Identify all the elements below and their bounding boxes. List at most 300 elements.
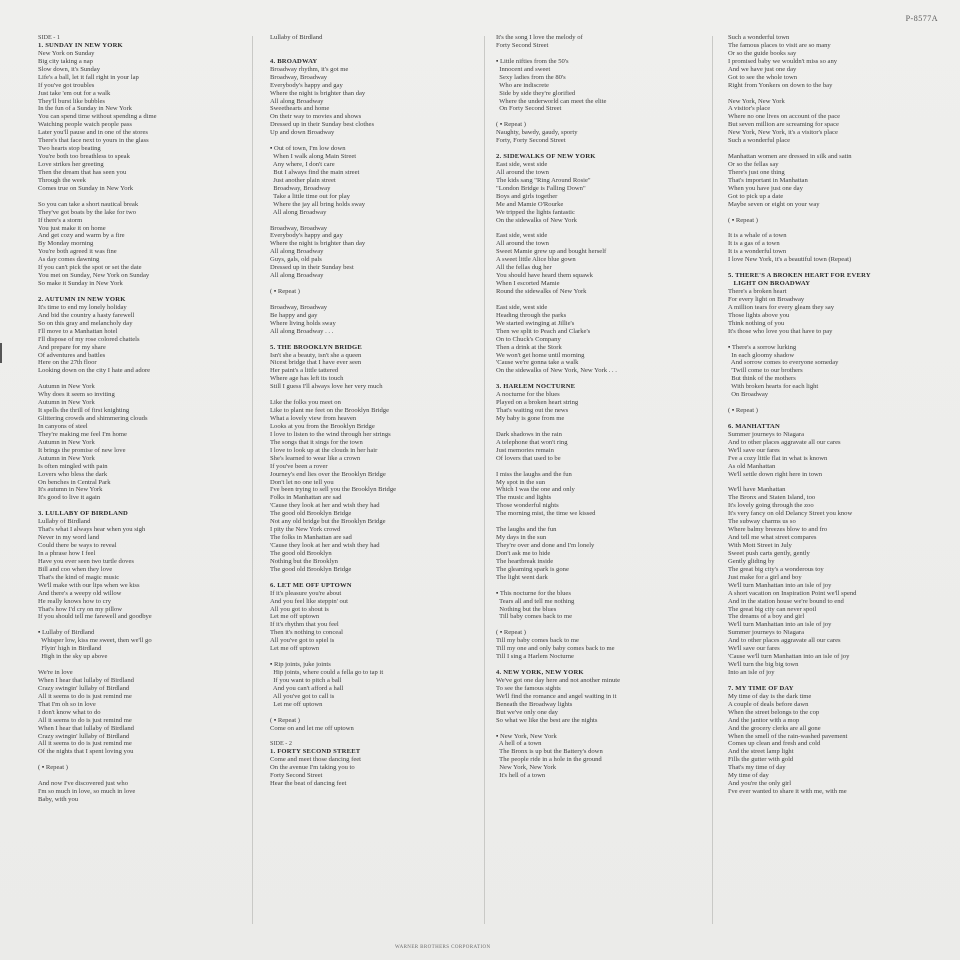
lyric-line: Isn't she a beauty, isn't she a queen <box>270 351 362 359</box>
lyric-line: ( ▪ Repeat ) <box>270 288 300 295</box>
lyric-line: All it seems to do is just remind me <box>38 692 132 700</box>
lyric-line: Folks in Manhattan are sad <box>270 494 342 502</box>
lyric-line: Guys, gals, old pals <box>270 256 322 264</box>
lyric-line: Innocent and sweet <box>496 65 551 73</box>
lyric-line: We'll save our fares <box>728 645 780 653</box>
lyric-line: Till baby comes back to me <box>496 613 573 621</box>
lyric-line: It is a wonderful town <box>728 248 787 256</box>
lyric-line: She's learned to wear like a crown <box>270 454 361 462</box>
lyric-line: In canyons of steel <box>38 422 88 430</box>
lyric-line: Boys and girls together <box>496 192 558 200</box>
blank-line <box>38 375 260 383</box>
lyric-line: ( ▪ Repeat ) <box>728 216 758 224</box>
lyric-line: Sweethearts and home <box>270 105 330 113</box>
lyric-line: Or so the fellas say <box>728 161 779 168</box>
lyric-line: On the sidewalks of New York, New York . . . <box>496 367 617 375</box>
lyric-line: 'Cause we'll turn Manhattan into an isle of joy <box>728 653 850 661</box>
blank-line <box>728 264 950 272</box>
lyric-line: All you've got to spiel is <box>270 637 335 645</box>
lyric-line: Which I was the one and only <box>496 486 575 494</box>
lyric-line: ▪ This nocturne for the blues <box>496 589 571 597</box>
lyric-line: Forty, Forty Second Street <box>496 137 566 145</box>
lyric-line: And the grocery clerks are all gone <box>728 724 821 732</box>
lyric-line: Where the night is brighter than day <box>270 240 366 248</box>
lyric-line: The good old Brooklyn Bridge <box>270 565 352 573</box>
catalog-number: P-8577A <box>905 14 938 23</box>
song-title: 3. LULLABY OF BIRDLAND <box>38 510 129 518</box>
blank-line <box>496 50 718 58</box>
lyric-line: Manhattan women are dressed in silk and satin <box>728 153 852 161</box>
lyric-line: When I escorted Mamie <box>496 280 560 288</box>
lyric-line: ▪ Little nifties from the 50's <box>496 57 569 65</box>
edge-mark <box>0 343 2 363</box>
lyric-line: New York, New York <box>728 97 785 105</box>
lyric-line: My time of day <box>728 772 769 780</box>
lyric-line: Everybody's happy and gay <box>270 81 343 89</box>
lyric-line: A million tears for every gleam they say <box>728 303 835 311</box>
lyric-line: But think of the mothers <box>728 375 796 383</box>
lyric-line: It's hell of a town <box>496 772 546 780</box>
lyric-line: Think nothing of you <box>728 319 785 327</box>
blank-line <box>496 145 718 153</box>
lyric-line: A couple of deals before dawn <box>728 700 809 708</box>
lyric-line: We'll turn the big big town <box>728 661 799 669</box>
lyric-line: Dressed up in their Sunday best <box>270 264 354 272</box>
lyric-line: We'll settle down right here in town <box>728 470 823 478</box>
lyric-line: The heartbreak inside <box>496 557 554 565</box>
blank-line <box>496 375 718 383</box>
song-title: 1. SUNDAY IN NEW YORK <box>38 41 123 49</box>
lyric-line: Where the night is brighter than day <box>270 89 366 97</box>
blank-line <box>270 42 492 50</box>
lyric-line: Up and down Broadway <box>270 129 335 137</box>
lyric-line: Sexy ladies from the 80's <box>496 73 566 81</box>
lyric-line: Just another plain street <box>270 176 336 184</box>
lyric-line: Such a wonderful town <box>728 34 790 41</box>
lyric-line: All the fellas dug her <box>496 264 552 272</box>
lyric-line: ▪ Out of town, I'm low down <box>270 145 346 153</box>
lyric-line: Of the nights that I spent loving you <box>38 748 134 756</box>
lyric-line: The good old Brooklyn <box>270 549 332 557</box>
lyric-line: A telephone that won't ring <box>496 438 568 446</box>
lyric-line: Baby, with you <box>38 796 79 803</box>
blank-line <box>270 280 492 288</box>
lyric-line: Right from Yonkers on down to the bay <box>728 81 833 89</box>
lyric-line: Broadway, Broadway <box>270 303 328 311</box>
song-title: LIGHT ON BROADWAY <box>728 280 811 288</box>
lyric-line: Where balmy breezes blow to and fro <box>728 526 828 534</box>
lyric-line: The good old Brooklyn Bridge <box>270 510 352 518</box>
lyric-line: All you've got to call is <box>270 692 335 700</box>
lyric-line: Then we split to Peach and Clarke's <box>496 327 591 335</box>
lyric-line: Forty Second Street <box>270 772 323 780</box>
lyric-line: So make it Sunday in New York <box>38 280 123 288</box>
lyric-line: It's time to end my lonely holiday <box>38 303 127 311</box>
lyric-line: Lullaby of Birdland <box>270 34 323 41</box>
lyric-line: Then the dream that has seen you <box>38 168 127 176</box>
lyric-line: And you feel like steppin' out <box>270 597 348 605</box>
lyric-line: It's the song I love the melody of <box>496 34 583 41</box>
lyric-line: If you want to pitch a ball <box>270 676 342 684</box>
lyrics-column-1 <box>38 34 260 804</box>
lyric-line: Nothing but the blues <box>496 605 557 613</box>
lyric-line: Crazy swingin' lullaby of Birdland <box>38 732 130 740</box>
lyric-line: Autumn in New York <box>38 454 95 462</box>
lyric-line: Who are indiscrete <box>496 81 549 89</box>
lyric-line: We're in love <box>38 669 73 676</box>
lyric-line: A hell of a town <box>496 740 542 748</box>
lyric-line: My spot in the sun <box>496 478 546 486</box>
lyric-line: Heading through the parks <box>496 311 567 319</box>
lyric-line: When I walk along Main Street <box>270 153 357 161</box>
lyric-line: The great big city can never spoil <box>728 605 817 613</box>
song-title: 6. MANHATTAN <box>728 422 780 430</box>
lyric-line: Till my one and only baby comes back to me <box>496 645 615 653</box>
lyric-line: East side, west side <box>496 303 548 311</box>
lyric-line: Just make for a girl and boy <box>728 573 802 581</box>
lyric-line: Broadway rhythm, it's got me <box>270 65 349 73</box>
lyric-line: For every light on Broadway <box>728 295 805 303</box>
lyric-line: Got to pick up a date <box>728 192 784 200</box>
lyric-line: Sweet push carts gently, gently <box>728 549 810 557</box>
lyric-line: Journey's end lies over the Brooklyn Bridge <box>270 470 386 478</box>
lyric-line: That's my time of day <box>728 764 786 772</box>
lyric-line: In the fun of a Sunday in New York <box>38 105 132 113</box>
lyric-line: Crazy swingin' lullaby of Birdland <box>38 684 130 692</box>
lyric-line: We'll turn Manhattan into an isle of joy <box>728 621 832 629</box>
lyric-line: We tripped the lights fantastic <box>496 208 575 216</box>
lyric-line: Where no one lives on account of the pace <box>728 113 841 121</box>
blank-line <box>728 336 950 344</box>
lyric-line: Not any old bridge but the Brooklyn Bridge <box>270 518 386 526</box>
blank-line <box>38 502 260 510</box>
lyric-line: My time of day is the dark time <box>728 692 812 700</box>
lyric-line: It's autumn in New York <box>38 486 103 494</box>
lyric-line: If there's a storm <box>38 216 83 224</box>
lyric-line: Me and Mamie O'Rourke <box>496 200 564 208</box>
lyric-line: Till my baby comes back to me <box>496 637 579 645</box>
lyric-line: In a phrase how I feel <box>38 549 96 557</box>
lyric-line: A short vacation on Inspiration Point we'll spend <box>728 589 857 597</box>
lyric-line: And sorrow comes to everyone someday <box>728 359 839 367</box>
lyric-line: And you're the only girl <box>728 780 792 788</box>
lyric-line: Flyin' high in Birdland <box>38 645 102 653</box>
lyric-line: Those wonderful nights <box>496 502 559 510</box>
lyric-line: Summer journeys to Niagara <box>728 430 804 438</box>
blank-line <box>496 582 718 590</box>
lyric-line: All along Broadway . . . <box>270 327 334 335</box>
lyric-line: New York on Sunday <box>38 49 95 57</box>
blank-line <box>38 288 260 296</box>
lyrics-column-4 <box>728 34 950 796</box>
lyric-line: My baby is gone from me <box>496 415 565 422</box>
blank-line <box>728 479 950 487</box>
lyric-line: So you can take a short nautical break <box>38 200 139 208</box>
blank-line <box>496 225 718 233</box>
lyric-line: And we have just one day <box>728 65 797 73</box>
lyric-line: There's a broken heart <box>728 288 787 295</box>
lyric-line: Let me off uptown <box>270 700 323 708</box>
lyric-line: Where the jay all bring holds sway <box>270 200 366 208</box>
lyric-line: In each gloomy shadow <box>728 351 795 359</box>
lyric-line: He really knows how to cry <box>38 597 112 605</box>
lyric-line: All along Broadway <box>270 97 324 105</box>
blank-line <box>496 463 718 471</box>
lyric-line: Love strikes her greeting <box>38 161 104 168</box>
blank-line <box>728 209 950 217</box>
lyric-line: Round the sidewalks of New York <box>496 288 587 295</box>
blank-line <box>728 225 950 233</box>
song-title: 6. LET ME OFF UPTOWN <box>270 581 352 589</box>
blank-line <box>496 423 718 431</box>
lyric-line: What a lovely view from heaven <box>270 415 357 422</box>
blank-line <box>496 296 718 304</box>
lyric-line: They'll burst like bubbles <box>38 97 105 105</box>
lyric-line: Those lights above you <box>728 311 790 319</box>
blank-line <box>270 653 492 661</box>
lyric-line: East side, west side <box>496 161 548 168</box>
lyric-line: The music and lights <box>496 494 552 502</box>
lyric-line: Could there be ways to reveal <box>38 542 117 549</box>
blank-line <box>270 391 492 399</box>
lyric-line: 'Cause we're gonna take a walk <box>496 359 579 367</box>
lyric-line: Where the underworld can meet the elite <box>496 97 607 105</box>
song-title: 4. NEW YORK, NEW YORK <box>496 669 584 676</box>
lyric-line: To see the famous sights <box>496 684 561 692</box>
blank-line <box>270 217 492 225</box>
lyric-line: Dressed up in their Sunday best clothes <box>270 121 375 129</box>
lyric-line: And now I've discovered just who <box>38 780 129 788</box>
lyric-line: When the smell of the rain-washed pavement <box>728 732 848 740</box>
lyric-line: Nicest bridge that I have ever seen <box>270 359 362 367</box>
lyric-line: You met on Sunday, New York on Sunday <box>38 272 150 280</box>
blank-line <box>496 725 718 733</box>
lyric-line: When you have just one day <box>728 184 803 192</box>
blank-line <box>38 621 260 629</box>
lyric-line: The laughs and the fun <box>496 526 557 534</box>
lyric-line: The light went dark <box>496 573 548 581</box>
song-title: 1. FORTY SECOND STREET <box>270 748 361 756</box>
lyric-line: So on this gray and melancholy day <box>38 319 133 327</box>
side-label: SIDE - 2 <box>270 740 292 748</box>
lyric-line: All around the town <box>496 168 549 176</box>
lyric-line: Of adventures and battles <box>38 351 106 359</box>
lyric-line: ▪ There's a sorrow lurking <box>728 343 797 351</box>
footer-credit: WARNER BROTHERS CORPORATION <box>395 945 491 950</box>
lyric-line: And bid the country a hasty farewell <box>38 311 135 319</box>
lyric-line: On Forty Second Street <box>496 105 562 113</box>
lyric-line: The kids sang "Ring Around Rosie" <box>496 176 591 184</box>
lyric-line: I'm so much in love, so much in love <box>38 788 136 796</box>
lyric-line: Broadway, Broadway <box>270 224 328 232</box>
lyric-line: And the janitor with a mop <box>728 716 800 724</box>
lyric-line: Come on and let me off uptown <box>270 724 354 732</box>
lyric-line: Summer journeys to Niagara <box>728 629 804 637</box>
lyric-line: Autumn in New York <box>38 383 95 391</box>
lyric-line: Got to see the whole town <box>728 73 798 81</box>
lyric-line: We'll save our fares <box>728 446 780 454</box>
lyric-line: Beneath the Broadway lights <box>496 700 573 708</box>
lyric-line: I've ever wanted to share it with me, with me <box>728 788 847 796</box>
lyric-line: Two hearts stop beating <box>38 145 101 153</box>
lyric-line: Side by side they're glorified <box>496 89 576 97</box>
lyric-line: Here on the 27th floor <box>38 359 97 367</box>
lyric-line: If you should tell me farewell and goodbye <box>38 613 152 621</box>
lyric-line: Life's a ball, let it fall right in your lap <box>38 73 139 81</box>
lyric-line: It's those who love you that have to pay <box>728 327 833 335</box>
lyric-line: If you can't pick the spot or set the date <box>38 264 142 272</box>
blank-line <box>270 709 492 717</box>
blank-line <box>38 661 260 669</box>
song-title: 2. AUTUMN IN NEW YORK <box>38 295 126 303</box>
lyric-line: The dreams of a boy and girl <box>728 613 805 621</box>
blank-line <box>270 296 492 304</box>
lyric-line: The gleaming spark is gone <box>496 565 569 573</box>
lyric-line: Where living holds sway <box>270 319 336 327</box>
lyric-line: And there's a weepy old willow <box>38 589 122 597</box>
lyric-line: When the street belongs to the cop <box>728 708 820 716</box>
lyric-line: We started swinging at Jillie's <box>496 319 575 327</box>
lyric-line: You should have heard them squawk <box>496 272 593 280</box>
lyric-line: As day comes dawning <box>38 256 100 264</box>
lyric-line: Tears all and tell me nothing <box>496 597 575 605</box>
lyric-line: They've got boats by the lake for two <box>38 208 137 216</box>
lyric-line: 'Cause they look at her and wish they had <box>270 502 380 510</box>
blank-line <box>728 677 950 685</box>
lyric-line: That's what I always hear when you sigh <box>38 526 146 534</box>
blank-line <box>38 193 260 201</box>
lyric-line: Lovers who bless the dark <box>38 470 108 478</box>
lyric-line: On their way to movies and shows <box>270 113 362 121</box>
lyric-line: But we've only one day <box>496 708 558 716</box>
lyric-line: Fills the gutter with gold <box>728 756 794 764</box>
lyric-line: 'Cause they look at her and wish they had <box>270 542 380 549</box>
lyric-line: All around the town <box>496 240 549 248</box>
lyric-line: And you can't afford a hall <box>270 684 344 692</box>
lyric-line: Through the week <box>38 176 86 184</box>
lyrics-column-2 <box>270 34 492 788</box>
lyric-line: We'll find the romance and angel waiting in it <box>496 692 617 700</box>
lyric-line: So what we like the best are the nights <box>496 716 598 724</box>
lyric-line: Have you ever seen two turtle doves <box>38 557 134 565</box>
lyric-line: There's that face next to yours in the glass <box>38 137 149 145</box>
lyric-line: Glittering crowds and shimmering clouds <box>38 415 148 422</box>
lyric-line: Then it's nothing to conceal <box>270 629 343 637</box>
lyric-line: Comes up clean and fresh and cold <box>728 740 821 748</box>
lyric-line: But seven million are screaming for space <box>728 121 839 129</box>
lyric-line: You're both agreed it was fine <box>38 248 117 256</box>
lyric-line: ( ▪ Repeat ) <box>496 121 526 129</box>
blank-line <box>728 145 950 153</box>
lyric-line: It's lovely going through the zoo <box>728 502 814 510</box>
lyric-line: You're both too breathless to speak <box>38 153 130 161</box>
lyric-line: I love to listen to the wind through her strings <box>270 430 391 438</box>
lyric-line: ▪ Lullaby of Birdland <box>38 629 95 637</box>
lyric-line: Into an isle of joy <box>728 669 775 676</box>
lyric-line: The people ride in a hole in the ground <box>496 756 602 764</box>
lyric-line: On Broadway <box>728 391 769 399</box>
lyric-line: They're over and done and I'm lonely <box>496 542 595 549</box>
lyric-line: Maybe seven or eight on your way <box>728 200 820 208</box>
song-title: 2. SIDEWALKS OF NEW YORK <box>496 153 596 161</box>
lyric-line: Naughty, bawdy, gaudy, sporty <box>496 129 578 137</box>
lyric-line: And to other places aggravate all our cares <box>728 637 841 645</box>
song-title: 5. THERE'S A BROKEN HEART FOR EVERY <box>728 272 871 280</box>
blank-line <box>496 621 718 629</box>
lyric-line: All along Broadway <box>270 272 324 280</box>
lyric-line: ( ▪ Repeat ) <box>728 407 758 415</box>
lyric-line: Sweet Mamie grew up and bought herself <box>496 248 607 256</box>
lyric-line: Autumn in New York <box>38 438 95 446</box>
lyric-line: With Mott Street in July <box>728 542 792 549</box>
lyric-line: Whisper low, kiss me sweet, then we'll go <box>38 637 152 645</box>
blank-line <box>496 518 718 526</box>
lyric-line: The great big city's a wonderous toy <box>728 565 824 573</box>
lyric-line: Dark shadows in the rain <box>496 430 562 438</box>
song-title: 3. HARLEM NOCTURNE <box>496 383 576 391</box>
lyric-line: It is a whale of a town <box>728 232 787 240</box>
lyric-line: And the street lamp light <box>728 748 794 756</box>
lyric-line: And to other places aggravate all our cares <box>728 438 841 446</box>
lyric-line: It's very fancy on old Delancy Street you know <box>728 510 853 518</box>
lyrics-column-3 <box>496 34 718 780</box>
blank-line <box>496 661 718 669</box>
lyric-line: On to Chuck's Company <box>496 335 561 343</box>
blank-line <box>270 733 492 741</box>
lyric-line: Any where, I don't care <box>270 161 335 168</box>
blank-line <box>38 772 260 780</box>
lyric-line: Don't ask me to hide <box>496 549 551 557</box>
song-title: 7. MY TIME OF DAY <box>728 684 794 692</box>
lyric-line: Forty Second Street <box>496 41 549 49</box>
lyric-line: Big city taking a nap <box>38 57 93 65</box>
lyric-line: That I'm oh so in love <box>38 700 96 708</box>
lyric-line: Lullaby of Birdland <box>38 518 91 526</box>
lyric-line: All along Broadway <box>270 208 327 216</box>
lyric-line: Watching people watch people pass <box>38 121 132 129</box>
lyric-line: Take a little time out for play <box>270 192 350 200</box>
lyric-line: Nothing but the Brooklyn <box>270 557 338 565</box>
lyric-line: That's waiting out the news <box>496 407 569 415</box>
lyric-line: With broken hearts for each light <box>728 383 819 391</box>
lyric-line: We'll make with our lips when we kiss <box>38 581 140 589</box>
lyric-line: A visitor's place <box>728 105 771 113</box>
lyric-line: New York, New York, it's a visitor's place <box>728 129 838 137</box>
lyric-line: A sweet little Alice blue gown <box>496 256 576 264</box>
lyric-line: By Monday morning <box>38 240 94 248</box>
blank-line <box>270 50 492 58</box>
lyric-line: Be happy and gay <box>270 311 318 319</box>
lyric-line: I miss the laughs and the fun <box>496 470 572 478</box>
blank-line <box>270 336 492 344</box>
lyric-line: When I hear that lullaby of Birdland <box>38 724 134 732</box>
lyric-line: Like the folks you meet on <box>270 399 341 407</box>
lyric-line: All it seems to do is just remind me <box>38 716 132 724</box>
lyric-line: Broadway, Broadway <box>270 184 331 192</box>
lyric-line: I pity the New York crowd <box>270 526 341 534</box>
lyric-line: I'll dispose of my rose colored chattels <box>38 335 140 343</box>
lyric-line: I've a cozy little flat in what is known <box>728 454 828 462</box>
lyric-line: We'll turn Manhattan into an isle of joy <box>728 581 832 589</box>
lyric-line: Such a wonderful place <box>728 137 791 145</box>
lyric-line: The morning mist, the time we kissed <box>496 510 596 518</box>
lyric-line: ( ▪ Repeat ) <box>496 629 526 637</box>
lyric-line: ( ▪ Repeat ) <box>270 716 300 724</box>
lyric-line: I don't know what to do <box>38 708 101 716</box>
lyric-line: When I hear that lullaby of Birdland <box>38 676 134 684</box>
lyric-line: There's just one thing <box>728 168 785 176</box>
lyric-line: Still I guess I'll always love her very much <box>270 383 383 391</box>
